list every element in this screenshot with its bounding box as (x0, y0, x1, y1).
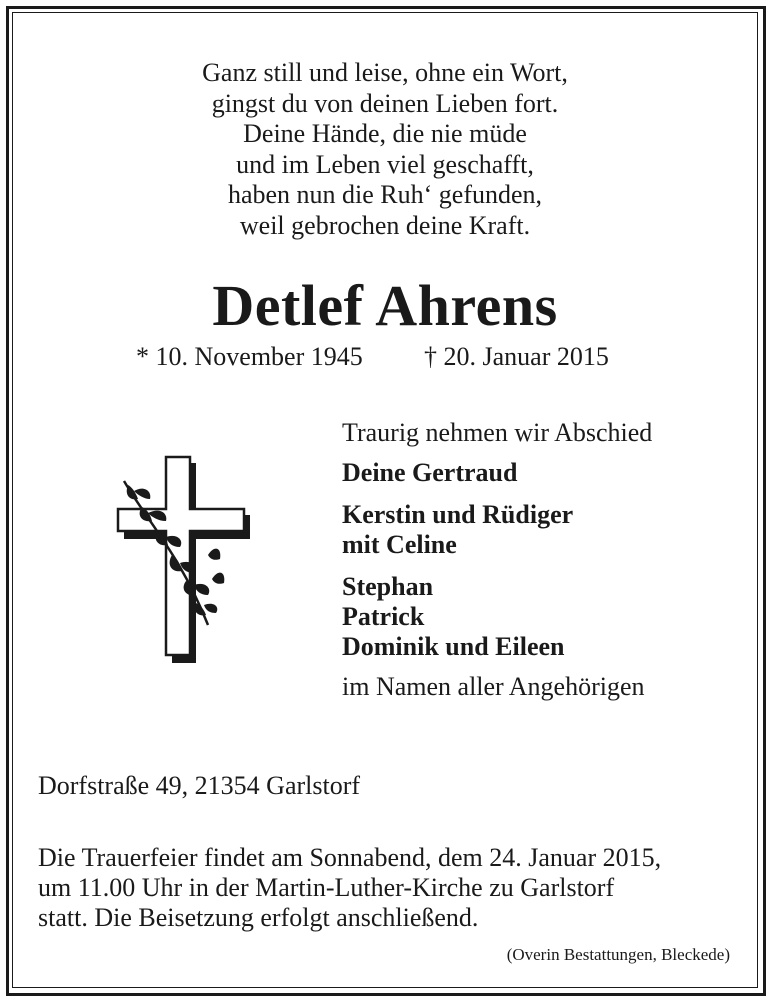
poem-line: und im Leben viel geschafft, (236, 149, 534, 179)
mourner-name: Kerstin und Rüdiger (342, 500, 574, 529)
funeral-line: Die Trauerfeier findet am Sonnabend, dem 24. Januar 2015, (38, 843, 662, 872)
poem-line: Ganz still und leise, ohne ein Wort, (202, 58, 568, 87)
funeral-line: statt. Die Beisetzung erfolgt anschließend. (38, 903, 479, 932)
mourner-name: Dominik und Eileen (342, 632, 565, 661)
undertaker-credit: (Overin Bestattungen, Bleckede) (506, 945, 730, 964)
mourner-name: mit Celine (342, 530, 457, 559)
mourner-name: Stephan (342, 572, 434, 601)
poem-line: gingst du von deinen Lieben fort. (211, 88, 559, 118)
cross-with-palm-icon (110, 455, 260, 670)
poem-line: haben nun die Ruh‘ gefunden, (227, 180, 543, 209)
address: Dorfstraße 49, 21354 Garlstorf (38, 771, 361, 800)
poem-line: Deine Hände, die nie müde (243, 119, 527, 148)
farewell-intro: Traurig nehmen wir Abschied (342, 418, 653, 447)
mourner-name: Patrick (342, 602, 425, 631)
deceased-name: Detlef Ahrens (212, 273, 558, 338)
poem-line: weil gebrochen deine Kraft. (239, 210, 531, 240)
mourners-closing: im Namen aller Angehörigen (342, 672, 645, 701)
mourners-block (342, 418, 652, 702)
mourner-name: Deine Gertraud (342, 458, 518, 487)
poem (0, 58, 770, 241)
death-date: † 20. Januar 2015 (424, 342, 609, 371)
funeral-line: um 11.00 Uhr in der Martin-Luther-Kirche zu Garlstorf (38, 873, 615, 902)
funeral-notice (38, 843, 661, 933)
birth-date: * 10. November 1945 (136, 342, 363, 371)
